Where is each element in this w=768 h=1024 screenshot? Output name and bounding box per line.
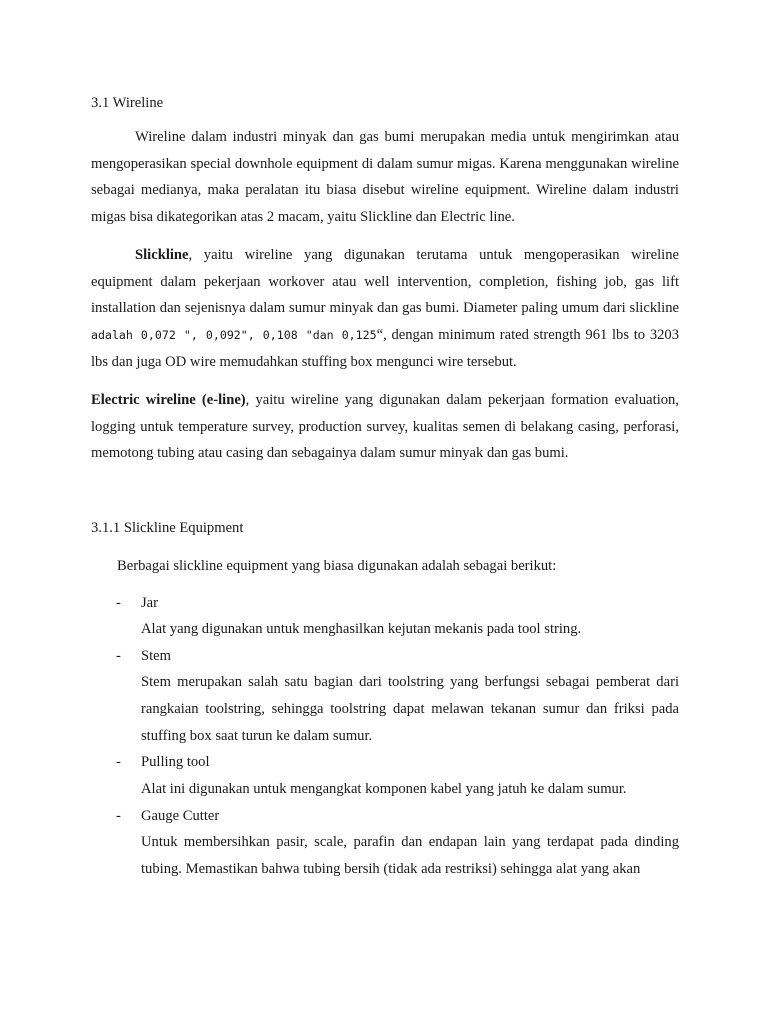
- section-heading: 3.1 Wireline: [91, 95, 164, 111]
- list-bullet: -: [116, 808, 121, 824]
- slickline-term: Slickline: [135, 247, 189, 263]
- list-item-title: Pulling tool: [141, 754, 210, 770]
- subsection-heading: 3.1.1 Slickline Equipment: [91, 520, 244, 536]
- list-bullet: -: [116, 595, 121, 611]
- list-item-title: Jar: [141, 595, 159, 611]
- slickline-paragraph: [91, 242, 679, 376]
- slickline-diameters: adalah 0,072 ", 0,092", 0,108 "dan 0,125: [91, 328, 377, 343]
- electric-wireline-text: , yaitu wireline yang digunakan dalam pekerjaan formation evaluation, logging untuk temperature survey, production survey, kualitas semen di belakang casing, perforasi, memotong tubing atau casing dan sebagainya dalam sumur minyak dan gas bumi.: [91, 392, 679, 462]
- list-item-desc: Alat yang digunakan untuk menghasilkan kejutan mekanis pada tool string.: [141, 621, 582, 637]
- electric-wireline-term: Electric wireline (e-line): [91, 392, 246, 408]
- list-bullet: -: [116, 754, 121, 770]
- list-item-title: Gauge Cutter: [141, 808, 220, 824]
- list-item-title: Stem: [141, 648, 171, 664]
- list-item-desc: Alat ini digunakan untuk mengangkat komponen kabel yang jatuh ke dalam sumur.: [141, 781, 627, 797]
- slickline-text-b: “, dengan minimum rated strength 961 lbs to 3203 lbs dan juga OD wire memudahkan stuffing box mengunci wire tersebut.: [91, 327, 680, 370]
- list-item-desc: Stem merupakan salah satu bagian dari toolstring yang berfungsi sebagai pemberat dari rangkaian toolstring, sehingga toolstring dapat melawan tekanan sumur dan friksi pada stuffing box saat turun ke dalam sumur.: [141, 674, 679, 744]
- list-bullet: -: [116, 648, 121, 664]
- subsection-intro: Berbagai slickline equipment yang biasa digunakan adalah sebagai berikut:: [117, 558, 557, 574]
- slickline-text-a: , yaitu wireline yang digunakan terutama untuk mengoperasikan wireline equipment dalam pekerjaan workover atau well intervention, completion, fishing job, gas lift installation dan sejenisnya dalam sumur minyak dan gas bumi. Diameter paling umum dari slickline: [91, 247, 679, 317]
- wireline-paragraph: Wireline dalam industri minyak dan gas bumi merupakan media untuk mengirimkan atau mengoperasikan special downhole equipment di dalam sumur migas. Karena menggunakan wireline sebagai medianya, maka peralatan itu biasa disebut wireline equipment. Wireline dalam industri migas bisa dikategorikan atas 2 macam, yaitu Slickline dan Electric line.: [91, 129, 679, 226]
- electric-wireline-paragraph: [91, 387, 679, 467]
- list-item-desc: Untuk membersihkan pasir, scale, parafin dan endapan lain yang terdapat pada dinding tubing. Memastikan bahwa tubing bersih (tidak ada restriksi) sehingga alat yang akan: [141, 834, 679, 877]
